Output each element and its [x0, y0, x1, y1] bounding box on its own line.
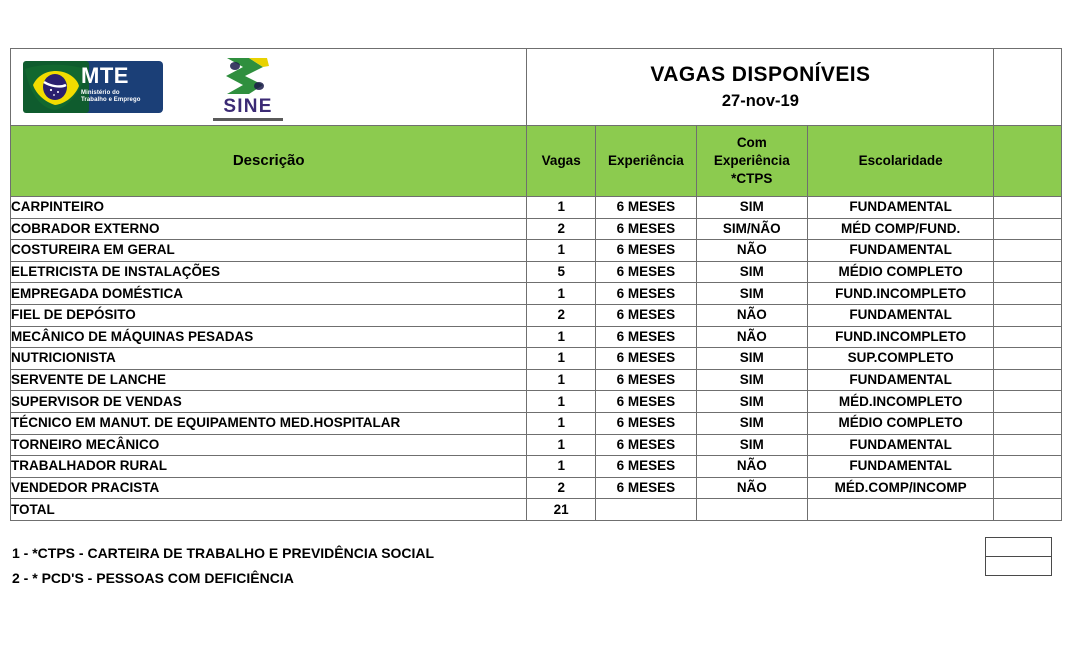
table-body [11, 197, 1062, 499]
header-com-experiencia-line1: Com [736, 135, 767, 151]
cell-com-experiencia: SIM [696, 348, 807, 370]
cell-experiencia: 6 MESES [595, 283, 696, 305]
cell-com-experiencia: SIM [696, 283, 807, 305]
cell-descricao: SUPERVISOR DE VENDAS [11, 391, 527, 413]
cell-extra [994, 412, 1062, 434]
report-date: 27-nov-19 [721, 91, 799, 110]
header-descricao: Descrição [11, 126, 527, 197]
cell-vagas: 1 [527, 391, 596, 413]
cell-vagas: 1 [527, 197, 596, 219]
cell-escolaridade: MÉDIO COMPLETO [807, 412, 994, 434]
cell-experiencia: 6 MESES [595, 477, 696, 499]
cell-experiencia: 6 MESES [595, 240, 696, 262]
table-row [11, 283, 1062, 305]
cell-vagas: 2 [527, 477, 596, 499]
footnote-ctps: 1 - *CTPS - CARTEIRA DE TRABALHO E PREVIDÊNCIA SOCIAL [12, 545, 435, 561]
cell-extra [994, 348, 1062, 370]
header-vagas: Vagas [527, 126, 596, 197]
cell-extra [994, 197, 1062, 219]
trailing-empty-cell-2 [985, 557, 1052, 576]
sheet-title-cell [527, 49, 994, 126]
total-vagas: 21 [527, 499, 596, 521]
cell-escolaridade: FUNDAMENTAL [807, 434, 994, 456]
cell-com-experiencia: SIM [696, 197, 807, 219]
mte-subtitle-line2: Trabalho e Emprego [81, 97, 141, 104]
cell-descricao: TRABALHADOR RURAL [11, 456, 527, 478]
cell-com-experiencia: SIM [696, 434, 807, 456]
cell-descricao: NUTRICIONISTA [11, 348, 527, 370]
mte-logo [23, 61, 163, 113]
cell-com-experiencia: NÃO [696, 326, 807, 348]
cell-com-experiencia: NÃO [696, 304, 807, 326]
table-row [11, 326, 1062, 348]
table-row [11, 197, 1062, 219]
cell-escolaridade: FUNDAMENTAL [807, 304, 994, 326]
cell-escolaridade: MÉD.COMP/INCOMP [807, 477, 994, 499]
table-row [11, 348, 1062, 370]
brazil-flag-icon [23, 61, 89, 113]
cell-experiencia: 6 MESES [595, 197, 696, 219]
table-row [11, 369, 1062, 391]
cell-vagas: 1 [527, 283, 596, 305]
table-row [11, 261, 1062, 283]
cell-extra [994, 240, 1062, 262]
cell-descricao: EMPREGADA DOMÉSTICA [11, 283, 527, 305]
cell-vagas: 1 [527, 456, 596, 478]
cell-com-experiencia: SIM [696, 261, 807, 283]
sine-underline [213, 118, 283, 121]
cell-escolaridade: MÉD.INCOMPLETO [807, 391, 994, 413]
cell-vagas: 1 [527, 348, 596, 370]
cell-escolaridade: FUNDAMENTAL [807, 197, 994, 219]
trailing-empty-cells [985, 537, 1052, 576]
table-row [11, 304, 1062, 326]
mte-subtitle-line1: Ministério do [81, 90, 120, 96]
sine-logo [209, 56, 287, 118]
header-com-experiencia-ctps [696, 126, 807, 197]
table-row [11, 456, 1062, 478]
cell-vagas: 1 [527, 240, 596, 262]
cell-extra [994, 218, 1062, 240]
total-com-experiencia [696, 499, 807, 521]
cell-descricao: MECÂNICO DE MÁQUINAS PESADAS [11, 326, 527, 348]
page-title: VAGAS DISPONÍVEIS [650, 62, 871, 86]
cell-escolaridade: FUNDAMENTAL [807, 456, 994, 478]
table-row [11, 240, 1062, 262]
cell-escolaridade: FUND.INCOMPLETO [807, 326, 994, 348]
cell-descricao: CARPINTEIRO [11, 197, 527, 219]
cell-escolaridade: MÉD COMP/FUND. [807, 218, 994, 240]
table-row [11, 218, 1062, 240]
total-row [11, 499, 1062, 521]
cell-vagas: 1 [527, 369, 596, 391]
table-row [11, 412, 1062, 434]
cell-extra [994, 369, 1062, 391]
cell-experiencia: 6 MESES [595, 348, 696, 370]
mte-text-block [81, 65, 161, 104]
cell-descricao: FIEL DE DEPÓSITO [11, 304, 527, 326]
cell-com-experiencia: SIM [696, 391, 807, 413]
cell-vagas: 1 [527, 434, 596, 456]
cell-descricao: COBRADOR EXTERNO [11, 218, 527, 240]
logos-cell [11, 49, 527, 126]
cell-com-experiencia: NÃO [696, 456, 807, 478]
table-row [11, 391, 1062, 413]
cell-com-experiencia: NÃO [696, 477, 807, 499]
header-com-experiencia-line2: Experiência [713, 153, 790, 169]
vacancies-table [10, 48, 1062, 521]
sine-wordmark: SINE [223, 96, 273, 117]
cell-experiencia: 6 MESES [595, 326, 696, 348]
cell-com-experiencia: SIM/NÃO [696, 218, 807, 240]
cell-extra [994, 477, 1062, 499]
cell-escolaridade: MÉDIO COMPLETO [807, 261, 994, 283]
footnotes [12, 546, 712, 596]
footnote-pcd: 2 - * PCD'S - PESSOAS COM DEFICIÊNCIA [12, 570, 294, 586]
cell-extra [994, 261, 1062, 283]
header-extra-column [994, 126, 1062, 197]
cell-vagas: 1 [527, 326, 596, 348]
sheet-banner-row [11, 49, 1062, 126]
cell-extra [994, 326, 1062, 348]
cell-extra [994, 434, 1062, 456]
cell-vagas: 2 [527, 304, 596, 326]
table-row [11, 434, 1062, 456]
cell-descricao: SERVENTE DE LANCHE [11, 369, 527, 391]
cell-experiencia: 6 MESES [595, 434, 696, 456]
banner-spacer-cell [994, 49, 1062, 126]
cell-com-experiencia: SIM [696, 412, 807, 434]
cell-experiencia: 6 MESES [595, 391, 696, 413]
cell-escolaridade: SUP.COMPLETO [807, 348, 994, 370]
header-experiencia: Experiência [595, 126, 696, 197]
table-header-row [11, 126, 1062, 197]
cell-descricao: COSTUREIRA EM GERAL [11, 240, 527, 262]
cell-descricao: VENDEDOR PRACISTA [11, 477, 527, 499]
cell-experiencia: 6 MESES [595, 456, 696, 478]
cell-extra [994, 456, 1062, 478]
cell-vagas: 2 [527, 218, 596, 240]
cell-com-experiencia: NÃO [696, 240, 807, 262]
cell-vagas: 5 [527, 261, 596, 283]
sine-chevron-icon [223, 56, 273, 96]
total-experiencia [595, 499, 696, 521]
cell-com-experiencia: SIM [696, 369, 807, 391]
cell-experiencia: 6 MESES [595, 412, 696, 434]
total-extra [994, 499, 1062, 521]
brazil-flag-svg [23, 61, 89, 113]
cell-experiencia: 6 MESES [595, 261, 696, 283]
cell-extra [994, 283, 1062, 305]
cell-extra [994, 304, 1062, 326]
cell-extra [994, 391, 1062, 413]
trailing-empty-cell-1 [985, 537, 1052, 557]
cell-escolaridade: FUND.INCOMPLETO [807, 283, 994, 305]
mte-abbreviation: MTE [81, 63, 129, 88]
total-escolaridade [807, 499, 994, 521]
cell-experiencia: 6 MESES [595, 218, 696, 240]
sine-chevron-svg [223, 56, 273, 96]
cell-experiencia: 6 MESES [595, 304, 696, 326]
vacancies-sheet [10, 48, 1062, 521]
cell-experiencia: 6 MESES [595, 369, 696, 391]
cell-escolaridade: FUNDAMENTAL [807, 369, 994, 391]
cell-escolaridade: FUNDAMENTAL [807, 240, 994, 262]
total-label: TOTAL [11, 499, 527, 521]
cell-descricao: TORNEIRO MECÂNICO [11, 434, 527, 456]
cell-descricao: TÉCNICO EM MANUT. DE EQUIPAMENTO MED.HOSPITALAR [11, 412, 527, 434]
table-row [11, 477, 1062, 499]
header-com-experiencia-line3: *CTPS [731, 170, 773, 186]
header-escolaridade: Escolaridade [807, 126, 994, 197]
cell-vagas: 1 [527, 412, 596, 434]
cell-descricao: ELETRICISTA DE INSTALAÇÕES [11, 261, 527, 283]
